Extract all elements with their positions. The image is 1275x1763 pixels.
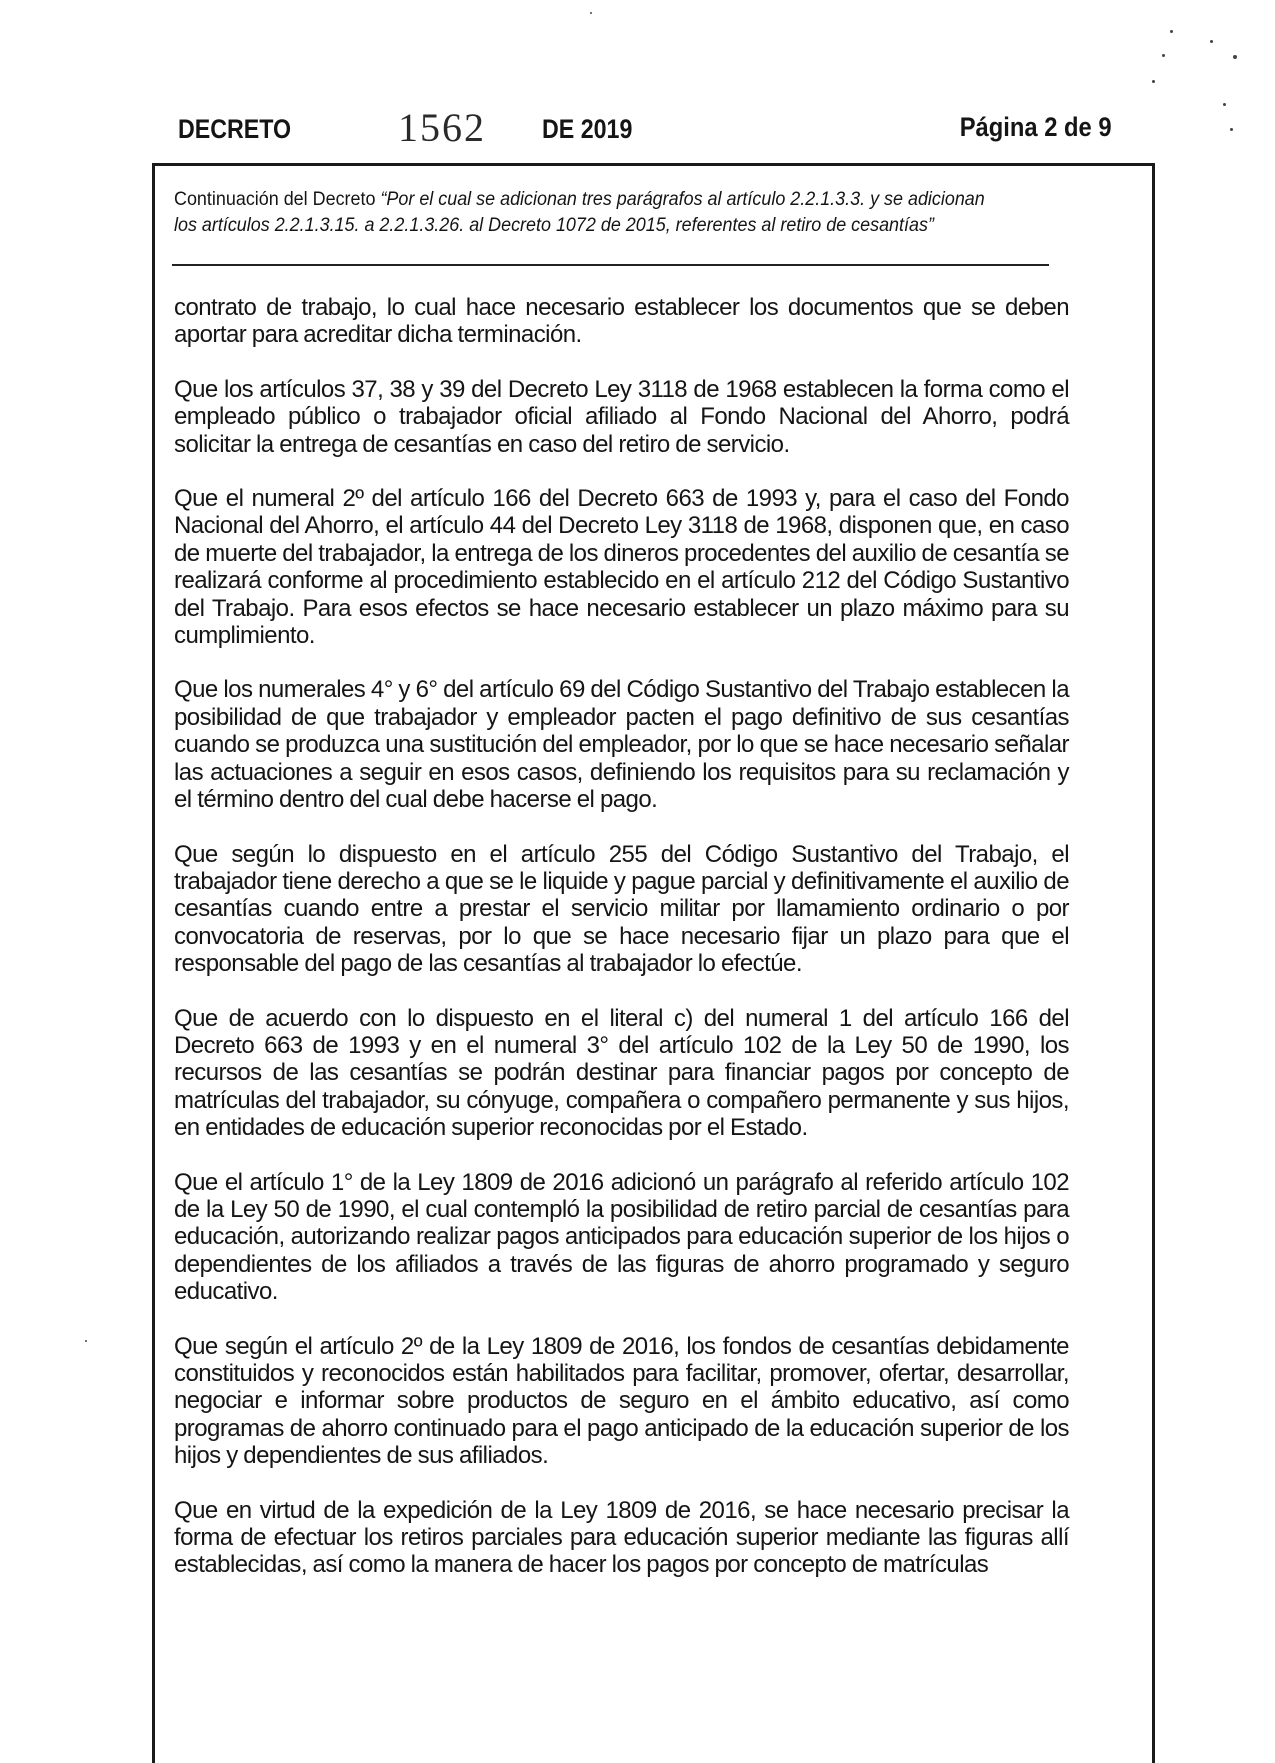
scan-speck [1152, 80, 1155, 83]
scan-speck [1210, 40, 1213, 43]
scan-speck [85, 1340, 87, 1342]
header-separator [172, 264, 1049, 266]
document-header [178, 104, 1118, 148]
paragraph: Que el numeral 2º del artículo 166 del Decreto 663 de 1993 y, para el caso del Fondo Nacional del Ahorro, el artículo 44 del Decreto Ley 3118 de 1968, disponen que, en caso de muerte del trabajador, la entrega de los dineros procedentes del auxilio de cesantía se realizará conforme al procedimiento establecido en el artículo 212 del Código Sustantivo del Trabajo. Para esos efectos se hace necesario establecer un plazo máximo para su cumplimiento. [174, 485, 1069, 650]
paragraph: Que los numerales 4° y 6° del artículo 69 del Código Sustantivo del Trabajo establecen la posibilidad de que trabajador y empleador pacten el pago definitivo de sus cesantías cuando se produzca una sustitución del empleador, por lo que se hace necesario señalar las actuaciones a seguir en esos casos, definiendo los requisitos para su reclamación y el término dentro del cual debe hacerse el pago. [174, 676, 1069, 814]
paragraph: Que los artículos 37, 38 y 39 del Decreto Ley 3118 de 1968 establecen la forma como el empleado público o trabajador oficial afiliado al Fondo Nacional del Ahorro, podrá solicitar la entrega de cesantías en caso del retiro de servicio. [174, 375, 1069, 458]
paragraph: Que de acuerdo con lo dispuesto en el literal c) del numeral 1 del artículo 166 del Decreto 663 de 1993 y en el numeral 3° del artículo 102 de la Ley 50 de 1990, los recursos de las cesantías se podrán destinar para financiar pagos por concepto de matrículas del trabajador, su cónyuge, compañera o compañero permanente y sus hijos, en entidades de educación superior reconocidas por el Estado. [174, 1004, 1069, 1142]
scan-speck [1223, 103, 1226, 106]
decree-number: 1562 [398, 105, 486, 150]
scan-speck [1230, 128, 1233, 131]
scan-speck [1162, 54, 1165, 57]
paragraph: Que según lo dispuesto en el artículo 255 del Código Sustantivo del Trabajo, el trabajador tiene derecho a que se le liquide y pague parcial y definitivamente el auxilio de cesantías cuando entre a prestar el servicio militar por llamamiento ordinario o por convocatoria de reservas, por lo que se hace necesario fijar un plazo para que el responsable del pago de las cesantías al trabajador lo efectúe. [174, 840, 1069, 978]
decree-title-part-2: los artículos 2.2.1.3.15. a 2.2.1.3.26. al Decreto 1072 de 2015, referentes al retiro de cesantías” [174, 214, 934, 236]
decree-year: DE 2019 [542, 114, 633, 144]
doc-type-label: DECRETO [178, 114, 292, 144]
paragraph: Que según el artículo 2º de la Ley 1809 de 2016, los fondos de cesantías debidamente constituidos y reconocidos están habilitados para facilitar, promover, ofertar, desarrollar, negociar e informar sobre productos de seguro en el ámbito educativo, así como programas de ahorro continuado para el pago anticipado de la educación superior de los hijos y dependientes de sus afiliados. [174, 1332, 1069, 1470]
continuation-prefix: Continuación del Decreto [174, 188, 381, 210]
scan-speck [1170, 30, 1173, 33]
page-indicator: Página 2 de 9 [960, 112, 1112, 142]
decree-title-part-1: “Por el cual se adicionan tres parágrafos al artículo 2.2.1.3.3. y se adicionan [380, 188, 985, 210]
paragraph: contrato de trabajo, lo cual hace necesario establecer los documentos que se deben aportar para acreditar dicha terminación. [174, 294, 1069, 349]
paragraph: Que en virtud de la expedición de la Ley 1809 de 2016, se hace necesario precisar la forma de efectuar los retiros parciales para educación superior mediante las figuras allí establecidas, así como la manera de hacer los pagos por concepto de matrículas [174, 1496, 1069, 1579]
document-body [174, 294, 1069, 1606]
continuation-header [174, 186, 1039, 238]
paragraph: Que el artículo 1° de la Ley 1809 de 2016 adicionó un parágrafo al referido artículo 102 de la Ley 50 de 1990, el cual contempló la posibilidad de retiro parcial de cesantías para educación, autorizando realizar pagos anticipados para educación superior de los hijos o dependientes de los afiliados a través de las figuras de ahorro programado y seguro educativo. [174, 1168, 1069, 1306]
scan-speck [1233, 55, 1237, 59]
continuation-line-1 [174, 186, 1039, 212]
scan-speck [590, 12, 592, 14]
